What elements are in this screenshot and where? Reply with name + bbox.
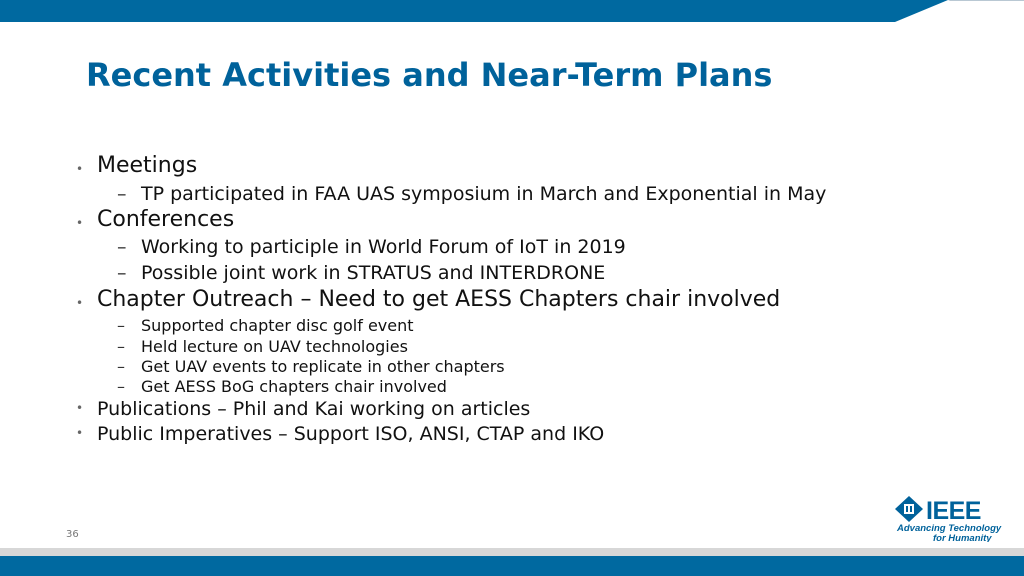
dash-icon: – xyxy=(117,337,125,356)
bullet-item: Publications – Phil and Kai working on articles xyxy=(97,398,531,420)
ieee-wordmark: IEEE xyxy=(926,497,981,525)
ieee-diamond-icon xyxy=(895,496,923,522)
ieee-tagline-line2: for Humanity xyxy=(933,533,992,542)
sub-bullet-item: Get UAV events to replicate in other chapters xyxy=(141,357,505,376)
dash-icon: – xyxy=(117,236,127,258)
bullet-icon: • xyxy=(76,162,84,176)
dash-icon: – xyxy=(117,357,125,376)
dash-icon: – xyxy=(117,316,125,335)
page-number: 36 xyxy=(66,529,79,540)
sub-bullet-item: Supported chapter disc golf event xyxy=(141,316,414,335)
sub-bullet-item: Possible joint work in STRATUS and INTERDRONE xyxy=(141,262,606,284)
bottom-banner xyxy=(0,548,1024,576)
bullet-icon: • xyxy=(76,216,84,230)
bullet-icon: • xyxy=(76,296,84,310)
ieee-logo xyxy=(893,494,1005,542)
bullet-icon: • xyxy=(76,426,84,440)
bullet-item: Public Imperatives – Support ISO, ANSI, CTAP and IKO xyxy=(97,423,605,445)
sub-bullet-item: Working to participle in World Forum of IoT in 2019 xyxy=(141,236,626,258)
sub-bullet-item: Held lecture on UAV technologies xyxy=(141,337,408,356)
bullet-item: Conferences xyxy=(97,207,235,232)
slide-title: Recent Activities and Near-Term Plans xyxy=(86,56,773,94)
ieee-tagline-line1: Advancing Technology xyxy=(897,523,1002,534)
sub-bullet-item: TP participated in FAA UAS symposium in March and Exponential in May xyxy=(141,183,827,205)
dash-icon: – xyxy=(117,262,127,284)
bullet-item: Meetings xyxy=(97,153,198,178)
bullet-item: Chapter Outreach – Need to get AESS Chapters chair involved xyxy=(97,287,781,312)
dash-icon: – xyxy=(117,377,125,396)
bullet-icon: • xyxy=(76,401,84,415)
dash-icon: – xyxy=(117,183,127,205)
sub-bullet-item: Get AESS BoG chapters chair involved xyxy=(141,377,447,396)
